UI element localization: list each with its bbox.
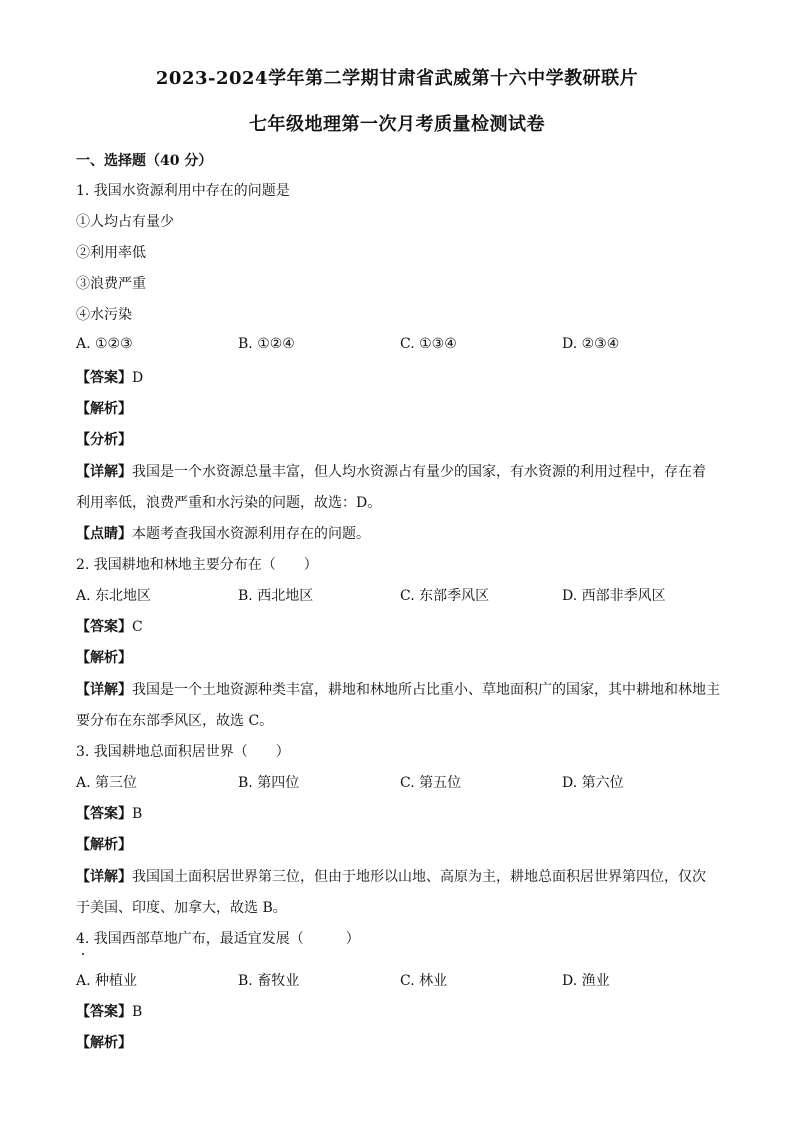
detail-text: 我国是一个水资源总量丰富，但人均水资源占有量少的国家，有水资源的利用过程中，存在着 (132, 464, 706, 480)
q1-item-4: ④水污染 (76, 307, 132, 323)
q2-detail-line1 (76, 679, 720, 699)
q4-option-d: D. 渔业 (562, 973, 610, 989)
q1-detail-line2: 利用率低，浪费严重和水污染的问题，故选：D。 (76, 495, 382, 511)
q1-item-3: ③浪费严重 (76, 276, 146, 292)
q4-option-c: C. 林业 (400, 973, 448, 989)
q3-option-c: C. 第五位 (400, 775, 462, 791)
answer-tag: 【答案】 (76, 1004, 132, 1020)
exam-title-line1: 2023-2024学年第二学期甘肃省武威第十六中学教研联片 (155, 68, 639, 89)
answer-tag: 【答案】 (76, 806, 132, 822)
detail-tag: 【详解】 (76, 682, 132, 698)
q1-option-b: B. ①②④ (238, 336, 295, 352)
answer-tag: 【答案】 (76, 370, 132, 386)
q1-option-c: C. ①③④ (400, 336, 457, 352)
q4-answer (76, 1001, 142, 1021)
answer-value: B (132, 1004, 143, 1020)
q1-option-d: D. ②③④ (562, 336, 620, 352)
q2-analysis-tag: 【解析】 (76, 650, 132, 666)
q2-option-b: B. 西北地区 (238, 588, 314, 604)
q2-answer (76, 616, 143, 636)
question-4-stem: 4. 我国西部草地广布，最适宜发展（ ） (76, 931, 360, 947)
q4-option-b: B. 畜牧业 (238, 973, 300, 989)
question-3-stem: 3. 我国耕地总面积居世界（ ） (76, 744, 290, 760)
q1-comment (76, 523, 370, 543)
q2-detail-line2: 要分布在东部季风区，故选 C。 (76, 713, 274, 729)
q4-option-a: A. 种植业 (76, 973, 138, 989)
comment-text: 本题考查我国水资源利用存在的问题。 (132, 526, 370, 542)
answer-value: B (132, 806, 143, 822)
q2-option-c: C. 东部季风区 (400, 588, 490, 604)
q1-fenxi-tag: 【分析】 (76, 432, 132, 448)
comment-tag: 【点睛】 (76, 526, 132, 542)
q3-option-a: A. 第三位 (76, 775, 138, 791)
q3-analysis-tag: 【解析】 (76, 837, 132, 853)
question-1-stem: 1. 我国水资源利用中存在的问题是 (76, 183, 290, 199)
question-2-stem: 2. 我国耕地和林地主要分布在（ ） (76, 557, 318, 573)
q2-option-a: A. 东北地区 (76, 588, 152, 604)
answer-tag: 【答案】 (76, 619, 132, 635)
answer-value: C (132, 619, 143, 635)
q3-detail-line2: 于美国、印度、加拿大，故选 B。 (76, 900, 287, 916)
q1-detail-line1 (76, 461, 706, 481)
answer-value: D (132, 370, 144, 386)
q1-answer (76, 367, 143, 387)
section-heading: 一、选择题（40 分） (76, 153, 213, 169)
stray-mark (82, 953, 84, 955)
q3-option-d: D. 第六位 (562, 775, 624, 791)
q3-option-b: B. 第四位 (238, 775, 300, 791)
detail-text: 我国国土面积居世界第三位，但由于地形以山地、高原为主，耕地总面积居世界第四位，仅次 (132, 869, 706, 885)
exam-title-line2: 七年级地理第一次月考质量检测试卷 (249, 114, 545, 135)
q1-item-1: ①人均占有量少 (76, 214, 174, 230)
detail-tag: 【详解】 (76, 869, 132, 885)
detail-text: 我国是一个土地资源种类丰富，耕地和林地所占比重小、草地面积广的国家，其中耕地和林地主 (132, 682, 720, 698)
q3-answer (76, 803, 142, 823)
q3-detail-line1 (76, 866, 706, 886)
q1-option-a: A. ①②③ (76, 336, 133, 352)
q2-option-d: D. 西部非季风区 (562, 588, 666, 604)
q1-item-2: ②利用率低 (76, 245, 146, 261)
q4-analysis-tag: 【解析】 (76, 1035, 132, 1051)
q1-analysis-tag: 【解析】 (76, 401, 132, 417)
detail-tag: 【详解】 (76, 464, 132, 480)
